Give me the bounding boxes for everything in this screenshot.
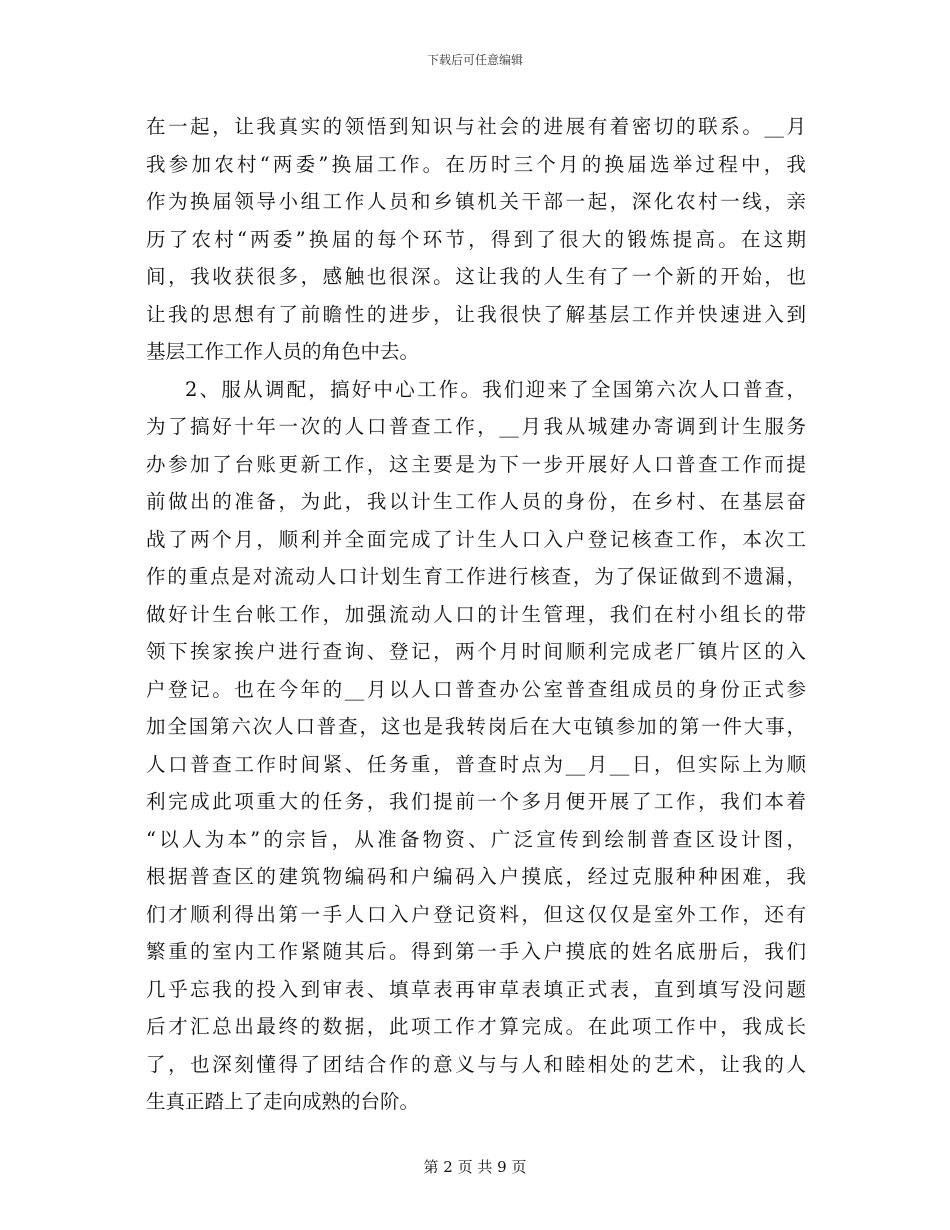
paragraph-2 — [146, 371, 806, 1121]
paragraph-line: 间，我收获很多，感触也很深。这让我的人生有了一个新的开始，也 — [146, 265, 806, 288]
paragraph-line: 户登记。也在今年的__月以人口普查办公室普查组成员的身份正式参 — [146, 677, 806, 701]
paragraph-line: 根据普查区的建筑物编码和户编码入户摸底，经过克服种种困难，我 — [146, 865, 806, 888]
paragraph-line: 人口普查工作时间紧、任务重，普查时点为__月__日，但实际上为顺 — [146, 752, 806, 776]
paragraph-line: 几乎忘我的投入到审表、填草表再审草表填正式表，直到填写没问题 — [146, 977, 806, 1001]
paragraph-line: 了，也深刻懂得了团结合作的意义与与人和睦相处的艺术，让我的人 — [146, 1052, 806, 1076]
page-number: 第 2 页 共 9 页 — [423, 1158, 527, 1176]
paragraph-line: 加全国第六次人口普查，这也是我转岗后在大屯镇参加的第一件大事， — [146, 715, 806, 738]
paragraph-line: 我参加农村“两委”换届工作。在历时三个月的换届选举过程中，我 — [146, 152, 806, 176]
paragraph-line: 生真正踏上了走向成熟的台阶。 — [146, 1090, 420, 1113]
paragraph-line: “以人为本”的宗旨，从准备物资、广泛宣传到绘制普查区设计图， — [146, 827, 806, 851]
paragraph-line: 作的重点是对流动人口计划生育工作进行核查，为了保证做到不遗漏， — [146, 565, 806, 588]
paragraph-line: 做好计生台帐工作，加强流动人口的计生管理，我们在村小组长的带 — [146, 602, 806, 626]
paragraph-line: 办参加了台账更新工作，这主要是为下一步开展好人口普查工作而提 — [146, 452, 806, 476]
paragraph-line: 让我的思想有了前瞻性的进步，让我很快了解基层工作并快速进入到 — [146, 302, 806, 326]
paragraph-line: 战了两个月，顺利并全面完成了计生人口入户登记核查工作，本次工 — [146, 527, 806, 551]
paragraph-1 — [146, 108, 806, 371]
paragraph-line: 繁重的室内工作紧随其后。得到第一手入户摸底的姓名底册后，我们 — [146, 940, 806, 963]
paragraph-line: 利完成此项重大的任务，我们提前一个多月便开展了工作，我们本着 — [146, 790, 806, 813]
paragraph-line: 前做出的准备，为此，我以计生工作人员的身份，在乡村、在基层奋 — [146, 490, 806, 513]
paragraph-line: 后才汇总出最终的数据，此项工作才算完成。在此项工作中，我成长 — [146, 1015, 806, 1038]
page-header-note: 下载后可任意编辑 — [426, 53, 523, 67]
paragraph-line: 作为换届领导小组工作人员和乡镇机关干部一起，深化农村一线，亲 — [146, 190, 806, 213]
paragraph-line: 基层工作工作人员的角色中去。 — [146, 340, 420, 363]
paragraph-line: 领下挨家挨户进行查询、登记，两个月时间顺利完成老厂镇片区的入 — [146, 640, 806, 663]
document-body — [146, 108, 806, 1121]
paragraph-line: 在一起，让我真实的领悟到知识与社会的进展有着密切的联系。__月 — [146, 115, 806, 138]
paragraph-line: 为了搞好十年一次的人口普查工作，__月我从城建办寄调到计生服务 — [146, 415, 806, 438]
paragraph-line: 们才顺利得出第一手人口入户登记资料，但这仅仅是室外工作，还有 — [146, 902, 806, 926]
paragraph-line: 2、服从调配，搞好中心工作。我们迎来了全国第六次人口普查， — [185, 377, 806, 401]
paragraph-line: 历了农村“两委”换届的每个环节，得到了很大的锻炼提高。在这期 — [146, 227, 806, 251]
